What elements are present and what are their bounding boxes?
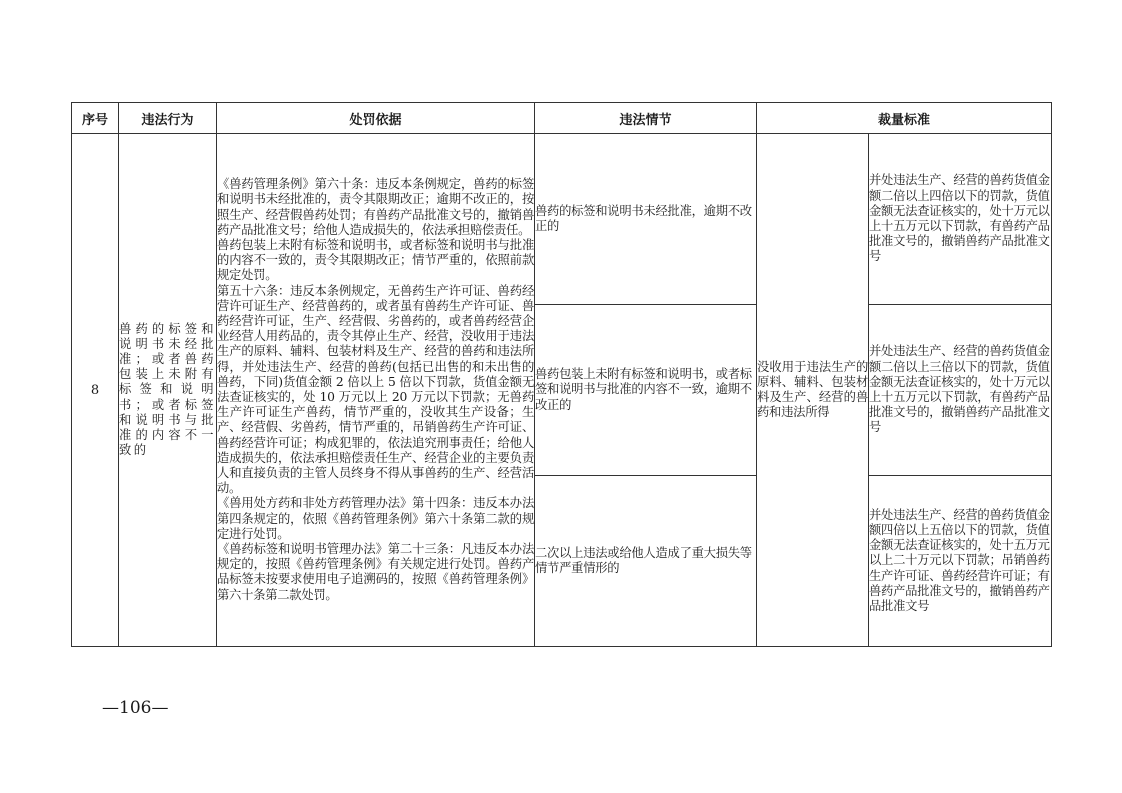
confiscation: 没收用于违法生产的原料、辅料、包装材料及生产、经营的兽药和违法所得: [757, 134, 869, 647]
row-basis: [217, 134, 535, 647]
basis-paragraph: 第五十六条：违反本条例规定，无兽药生产许可证、兽药经营许可证生产、经营兽药的，或者虽有兽药生产许可证、兽药经营许可证，生产、经营假、劣兽药的，或者兽药经营企业经营人用药品的，责令其停止生产、经营，没收用于违法生产的原料、辅料、包装材料及生产、经营的兽药和违法所得，并处违法生产、经营的兽药(包括已出售的和未出售的兽药，下同)货值金额 2 倍以上 5 倍以下罚款，货值金额无法查证核实的，处 10 万元以上 20 万元以下罚款；无兽药生产许可证生产兽药，情节严重的，没收其生产设备；生产、经营假、劣兽药，情节严重的，吊销兽药生产许可证、兽药经营许可证；构成犯罪的，依法追究刑事责任；给他人造成损失的，依法承担赔偿责任生产、经营企业的主要负责人和直接负责的主管人员终身不得从事兽药的生产、经营活动。: [217, 283, 534, 496]
row-seq: 8: [72, 134, 119, 647]
standard-3: 并处违法生产、经营的兽药货值金额四倍以上五倍以下的罚款，货值金额无法查证核实的，处十五万元以上二十万元以下罚款；吊销兽药生产许可证、兽药经营许可证；有兽药产品批准文号的，撤销兽药产品批准文号: [869, 476, 1052, 647]
table-row: [72, 134, 1052, 305]
header-basis: 处罚依据: [217, 103, 535, 134]
situation-2: 兽药包装上未附有标签和说明书，或者标签和说明书与批准的内容不一致，逾期不改正的: [535, 305, 757, 476]
header-row: [72, 103, 1052, 134]
situation-1: 兽药的标签和说明书未经批准，逾期不改正的: [535, 134, 757, 305]
standard-1: 并处违法生产、经营的兽药货值金额二倍以上四倍以下的罚款，货值金额无法查证核实的，处十万元以上十五万元以下罚款，有兽药产品批准文号的，撤销兽药产品批准文号: [869, 134, 1052, 305]
standard-2: 并处违法生产、经营的兽药货值金额二倍以上三倍以下的罚款，货值金额无法查证核实的，处十万元以上十五万元以下罚款，有兽药产品批准文号的，撤销兽药产品批准文号: [869, 305, 1052, 476]
basis-paragraph: 《兽用处方药和非处方药管理办法》第十四条：违反本办法第四条规定的，依照《兽药管理条例》第六十条第二款的规定进行处罚。: [217, 496, 534, 541]
header-act: 违法行为: [119, 103, 217, 134]
basis-paragraph: 兽药包装上未附有标签和说明书，或者标签和说明书与批准的内容不一致的，责令其限期改正；情节严重的，依照前款规定处罚。: [217, 237, 534, 283]
header-situation: 违法情节: [535, 103, 757, 134]
page-number: —106—: [102, 698, 169, 718]
penalty-table: [71, 102, 1052, 647]
header-standard: 裁量标准: [757, 103, 1052, 134]
situation-3: 二次以上违法或给他人造成了重大损失等情节严重情形的: [535, 476, 757, 647]
header-seq: 序号: [72, 103, 119, 134]
basis-paragraph: 《兽药管理条例》第六十条：违反本条例规定，兽药的标签和说明书未经批准的，责令其限期改正；逾期不改正的，按照生产、经营假兽药处罚；有兽药产品批准文号的，撤销兽药产品批准文号；给他人造成损失的，依法承担赔偿责任。: [217, 177, 534, 237]
basis-paragraph: 《兽药标签和说明书管理办法》第二十三条：凡违反本办法规定的，按照《兽药管理条例》有关规定进行处罚。兽药产品标签未按要求使用电子追溯码的，按照《兽药管理条例》第六十条第二款处罚。: [217, 542, 534, 602]
row-act: 兽药的标签和说明书未经批准；或者兽药包装上未附有标签和说明书；或者标签和说明书与批准的内容不一致的: [119, 134, 217, 647]
